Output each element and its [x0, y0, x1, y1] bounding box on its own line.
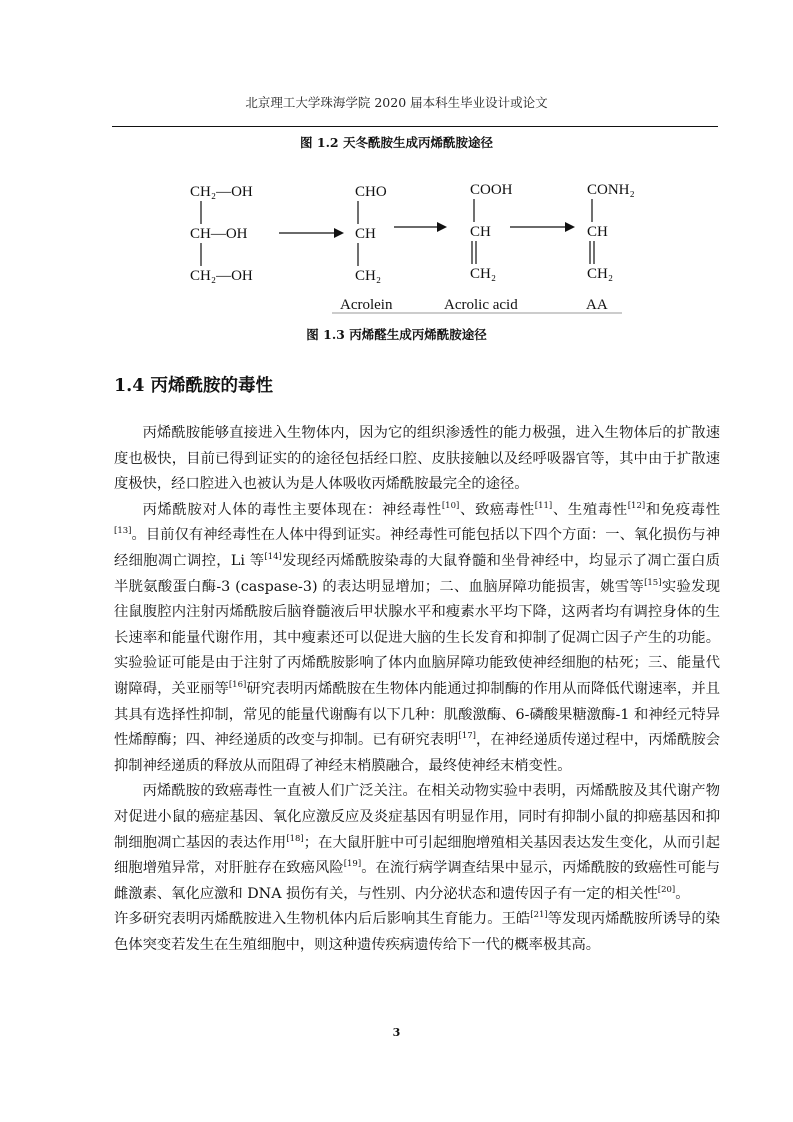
- section-heading: [114, 372, 273, 397]
- acrylamide-structure: [586, 182, 635, 313]
- citation: [21]: [530, 910, 548, 921]
- citation: [12]: [627, 500, 646, 511]
- glycerol-c2: CH—OH: [190, 226, 248, 242]
- label-acrolic-acid: Acrolic acid: [444, 297, 518, 313]
- arrow-3: [510, 222, 575, 232]
- arrow-1: [279, 228, 344, 238]
- section-number: 1.4: [114, 376, 145, 396]
- citation: [11]: [534, 500, 553, 511]
- paragraph-1: 丙烯酰胺能够直接进入生物体内，因为它的组织渗透性的能力极强，进入生物体后的扩散速度也极快，目前已得到证实的的途径包括经口腔、皮肤接触以及经呼吸器官等，其中由于扩散速度极快，经口腔进入也被认为是人体吸收丙烯酰胺最完全的途径。: [114, 425, 720, 493]
- glycerol-c1: CH₂—OH: [190, 184, 253, 200]
- acrylic-acid-structure: [444, 182, 518, 313]
- figure-1-2-caption: 图 1.2 天冬酰胺生成丙烯酰胺途径: [300, 135, 493, 150]
- citation: [19]: [343, 859, 362, 870]
- label-acrolein: Acrolein: [340, 297, 393, 313]
- acid-c1: COOH: [470, 182, 513, 198]
- page-number: 3: [392, 1026, 401, 1039]
- label-aa: AA: [586, 297, 608, 313]
- aa-c1: CONH₂: [587, 182, 635, 198]
- acrolein-c1: CHO: [355, 184, 387, 200]
- acid-c2: CH: [470, 224, 491, 240]
- aa-c2: CH: [587, 224, 608, 240]
- figure-1-3-caption: 图 1.3 丙烯醛生成丙烯酰胺途径: [306, 327, 487, 342]
- acrolein-c2: CH: [355, 226, 376, 242]
- acrolein-structure: [340, 184, 393, 313]
- citation: [17]: [458, 731, 476, 742]
- header-rule: [112, 126, 718, 127]
- section-title-text: 丙烯酰胺的毒性: [150, 376, 274, 396]
- citation: [15]: [644, 577, 662, 588]
- paragraph-4: 许多研究表明丙烯酰胺进入生物机体内后后影响其生育能力。王皓[21]等发现丙烯酰胺所诱导的染色体突变若发生在生殖细胞中，则这种遗传疾病遗传给下一代的概率极其高。: [114, 910, 721, 953]
- citation: [14]: [264, 551, 282, 562]
- aa-c3: CH₂: [587, 266, 614, 282]
- body-text: [114, 421, 720, 958]
- acrolein-pathway-scheme: [182, 172, 635, 316]
- acid-c3: CH₂: [470, 266, 497, 282]
- paragraph-3: 丙烯酰胺的致癌毒性一直被人们广泛关注。在相关动物实验中表明，丙烯酰胺及其代谢产物对促进小鼠的癌症基因、氧化应激反应及炎症基因有明显作用，同时有抑制小鼠的抑癌基因和抑制细胞凋亡基因的表达作用[18]；在大鼠肝脏中可引起细胞增殖相关基因表达发生变化，从而引起细胞增殖异常，对肝脏存在致癌风险[19]。在流行病学调查结果中显示，丙烯酰胺的致癌性可能与雌激素、氧化应激和 DNA 损伤有关，与性别、内分泌状态和遗传因子有一定的相关性[20]。: [114, 783, 721, 902]
- glycerol-structure: [190, 184, 253, 284]
- citation: [20]: [657, 884, 676, 895]
- glycerol-c3: CH₂—OH: [190, 268, 253, 284]
- paragraph-2: 丙烯酰胺对人体的毒性主要体现在：神经毒性[10]、致癌毒性[11]、生殖毒性[12]和免疫毒性[13]。目前仅有神经毒性在人体中得到证实。神经毒性可能包括以下四个方面：一、氧化损伤与神经细胞凋亡调控，Li 等[14]发现经丙烯酰胺染毒的大鼠脊髓和坐骨神经中，均显示了凋亡蛋白质半胱氨酸蛋白酶-3 (caspase-3) 的表达明显增加；二、血脑屏障功能损害，姚雪等[15]实验发现往鼠腹腔内注射丙烯酰胺后脑脊髓液后甲状腺水平和瘦素水平均下降，这两者均有调控身体的生长速率和能量代谢作用，其中瘦素还可以促进大脑的生长发育和抑制了促凋亡因子产生的功能。实验验证可能是由于注射了丙烯酰胺影响了体内血脑屏障功能致使神经细胞的枯死；三、能量代谢障碍，关亚丽等[16]研究表明丙烯酰胺在生物体内能通过抑制酶的作用从而降低代谢速率，并且其具有选择性抑制，常见的能量代谢酶有以下几种：肌酸激酶、6-磷酸果糖激酶-1 和神经元特异性烯醇酶；四、神经递质的改变与抑制。已有研究表明[17]，在神经递质传递过程中，丙烯酰胺会抑制神经递质的释放从而阻碍了神经末梢膜融合，最终使神经末梢变性。: [114, 500, 721, 774]
- citation: [18]: [286, 833, 304, 844]
- running-header: 北京理工大学珠海学院 2020 届本科生毕业设计或论文: [245, 95, 548, 110]
- citation: [16]: [228, 679, 247, 690]
- citation: [10]: [441, 500, 460, 511]
- citation: [13]: [114, 526, 132, 537]
- arrow-2: [394, 222, 447, 232]
- acrolein-c3: CH₂: [355, 268, 382, 284]
